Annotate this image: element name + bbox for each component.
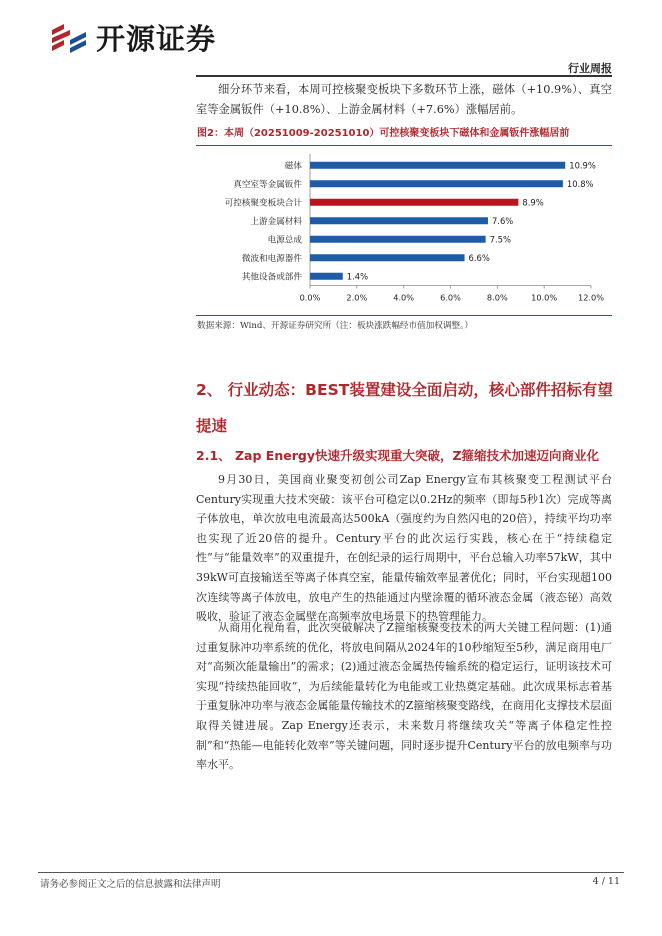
open-source-securities-logo-icon (50, 22, 90, 56)
sector-return-bar-chart (196, 148, 612, 314)
section-heading: 2、 行业动态：BEST装置建设全面启动，核心部件招标有望提速 (196, 381, 613, 435)
figure-bottom-rule (196, 315, 612, 316)
body-paragraph-2: 从商用化视角看，此次突破解决了Z箍缩核聚变技术的两大关键工程问题：(1)通过重复脉冲功率系统的优化，将放电间隔从2024年的10秒缩短至5秒，满足商用电厂对“高频次能量输出”的需求；(2)通过液态金属热传输系统的稳定运行，证明该技术可实现“持续热能回收”，为后续能量转化为电能或工业热奠定基础。此次成果标志着基于重复脉冲功率与液态金属能量传输技术的Z箍缩核聚变路线，在商用化支撑技术层面取得关键进展。Zap Energy还表示，未来数月将继续攻关“等离子体稳定性控制”和“热能—电能转化效率”等关键问题，同时逐步提升Century平台的放电频率与功率水平。 (196, 621, 612, 772)
header-divider (196, 75, 612, 77)
figure-source-note: 数据来源：Wind、开源证券研究所（注：板块涨跌幅经市值加权调整。） (197, 321, 473, 331)
category-label: 上游金属材料 (250, 216, 302, 227)
data-label: 10.9% (569, 160, 596, 171)
footer-disclaimer: 请务必参阅正文之后的信息披露和法律声明 (40, 879, 221, 890)
x-tick-label: 4.0% (393, 292, 415, 303)
figure-title: 图2：本周（20251009-20251010）可控核聚变板块下磁体和金属钣件涨幅居前 (197, 128, 570, 139)
bar-1 (310, 162, 565, 169)
category-label: 磁体 (284, 161, 302, 172)
bar-2 (310, 180, 563, 187)
brand-logo-text: 开源证券 (96, 22, 217, 56)
data-label: 7.5% (489, 234, 511, 245)
intro-paragraph: 细分环节来看，本周可控核聚变板块下多数环节上涨，磁体（+10.9%）、真空室等金属钣件（+10.8%）、上游金属材料（+7.6%）涨幅居前。 (196, 83, 612, 116)
body-paragraph-1: 9月30日，美国商业聚变初创公司Zap Energy宣布其核聚变工程测试平台Century实现重大技术突破：该平台可稳定以0.2Hz的频率（即每5秒1次）完成等离子体放电，单次放电电流最高达500kA（强度约为自然闪电的20倍），持续平均功率也实现了近20倍的提升。Century平台的此次运行实践，核心在于“持续稳定性”与“能量效率”的双重提升，在创纪录的运行周期中，平台总输入功率57kW，其中39kW可直接输送至等离子体真空室，能量传输效率显著优化；同时，平台实现超100次连续等离子体放电，放电产生的热能通过内壁涂覆的循环液态金属（液态铋）高效吸收，验证了液态金属壁在高频率放电场景下的热管理能力。 (196, 473, 612, 624)
data-label: 1.4% (346, 271, 369, 282)
data-label: 8.9% (522, 197, 544, 208)
category-label: 可控核聚变板块合计 (224, 198, 302, 209)
bar-7 (310, 273, 343, 280)
report-type-label: 行业周报 (568, 62, 612, 75)
bar-6 (310, 254, 465, 261)
subsection-heading: 2.1、 Zap Energy快速升级实现重大突破，Z箍缩技术加速迈向商业化 (196, 448, 600, 463)
footer-divider (38, 872, 624, 873)
figure-top-rule (196, 145, 612, 146)
x-tick-label: 6.0% (440, 292, 461, 303)
x-tick-label: 2.0% (346, 292, 368, 303)
x-tick-label: 0.0% (299, 292, 321, 303)
bar-5 (310, 236, 486, 243)
category-label: 电源总成 (267, 235, 302, 246)
category-label: 微波和电源器件 (241, 253, 302, 264)
bar-4 (310, 217, 488, 224)
bar-3 (310, 199, 518, 206)
data-label: 10.8% (566, 178, 594, 189)
x-tick-label: 10.0% (531, 292, 558, 303)
category-label: 真空室等金属钣件 (233, 179, 302, 190)
category-label: 其他设备或部件 (241, 272, 302, 283)
page-number: 4 / 11 (592, 876, 620, 887)
x-tick-label: 12.0% (577, 292, 605, 303)
data-label: 7.6% (491, 215, 514, 226)
data-label: 6.6% (468, 252, 490, 263)
x-tick-label: 8.0% (486, 292, 508, 303)
